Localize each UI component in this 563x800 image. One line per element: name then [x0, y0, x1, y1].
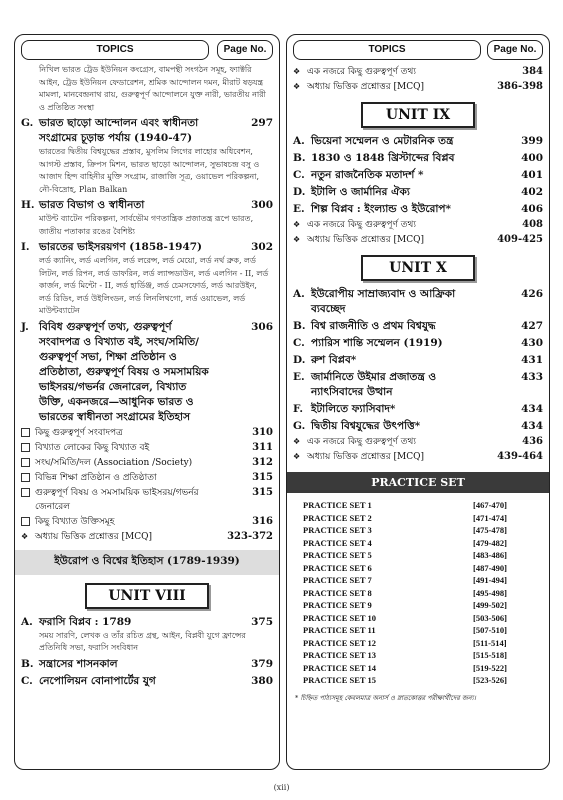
bullet-page: 311 — [252, 441, 273, 453]
checkbox-bullet-icon — [21, 515, 35, 529]
practice-set-range: [467-470] — [473, 500, 507, 510]
practice-set-name: PRACTICE SET 2 — [303, 512, 372, 523]
diamond-bullet-icon: ❖ — [293, 67, 301, 76]
entry-title: রুশ বিপ্লব* — [311, 354, 357, 366]
practice-set-row — [293, 649, 543, 662]
entry-letter: C. — [21, 674, 33, 687]
bullet-page: 316 — [252, 515, 273, 527]
toc-bullet-item — [21, 441, 273, 455]
toc-bullet-item — [21, 426, 273, 440]
entry-letter: C. — [293, 337, 305, 349]
practice-set-heading: PRACTICE SET — [287, 472, 549, 493]
bullet-title: বিখ্যাত লোকের কিছু বিখ্যাত বই — [35, 442, 150, 453]
practice-set-range: [519-522] — [473, 662, 507, 673]
practice-set-row — [293, 637, 543, 650]
practice-set-range: [515-518] — [473, 650, 507, 660]
practice-set-name: PRACTICE SET 1 — [303, 500, 372, 510]
entry-title: বিশ্ব রাজনীতি ও প্রথম বিশ্বযুদ্ধ — [311, 320, 436, 332]
top-bullet-list — [293, 65, 543, 94]
toc-entry — [21, 240, 273, 255]
practice-set-name: PRACTICE SET 6 — [303, 562, 372, 573]
entry-description: মাউন্ট ব্যাটেন পরিকল্পনা, সার্বভৌম গণতান্ত্রিক প্রজাতন্ত্র রূপে ভারত, জাতীয় পতাকার রঙের বৈশিষ্ট্য — [39, 214, 254, 236]
practice-set-row — [293, 562, 543, 575]
toc-entry — [293, 419, 543, 434]
toc-bullet-item — [21, 456, 273, 470]
entry-letter: A. — [21, 615, 33, 628]
diamond-bullet-icon: ❖ — [293, 235, 301, 244]
entry-letter: F. — [293, 403, 304, 415]
entry-page: 401 — [521, 169, 543, 181]
entry-title: দ্বিতীয় বিশ্বযুদ্ধের উৎপত্তি* — [311, 420, 421, 432]
entry-title: ইটালিতে ফ্যাসিবাদ* — [311, 403, 396, 415]
practice-set-name: PRACTICE SET 15 — [303, 675, 377, 685]
toc-entry — [21, 615, 273, 630]
entry-description: ভারতের দ্বিতীয় বিশ্বযুদ্ধের প্রস্তাব, মুসলিম লিগের লাহোর অধিবেশন, আগস্ট প্রস্তাব, ক্রিপস মিশন, ভারত ছাড়ো আন্দোলন, সুভাষচন্দ্র বসু ও আজাদ হিন্দ বাহিনীর মুক্তি সংগ্রাম, রাজাজি সূত্র, ওয়াভেল পরিকল্পনা, নৌ-বিদ্রোহ, Plan Balkan — [39, 147, 260, 194]
toc-entry — [293, 287, 543, 317]
entry-page: 434 — [521, 403, 543, 415]
entry-letter: C. — [293, 169, 305, 181]
footnote: * চিহ্নিত পাঠ্যসমূহ কেবলমাত্র অনার্স ও স্নাতকোত্তর পরীক্ষার্থীদের জন্য। — [295, 693, 476, 702]
entry-page: 300 — [251, 199, 273, 211]
entry-letter: E. — [293, 371, 305, 383]
toc-entry — [21, 320, 273, 425]
entry-letter: J. — [21, 320, 29, 333]
entry-page: 380 — [251, 674, 273, 687]
unit-ix-bullet-list — [293, 218, 543, 247]
practice-set-name: PRACTICE SET 8 — [303, 587, 372, 598]
practice-set-row — [293, 524, 543, 537]
bullet-page: 436 — [522, 436, 543, 447]
entry-letter: A. — [293, 135, 305, 147]
entry-title: প্যারিস শান্তি সম্মেলন (1919) — [311, 337, 443, 349]
practice-set-range: [479-482] — [473, 537, 507, 548]
bullet-page: 439-464 — [497, 451, 543, 462]
entry-page: 427 — [521, 320, 543, 332]
entry-page: 375 — [251, 615, 273, 628]
checkbox-bullet-icon — [21, 426, 35, 440]
entry-page: 399 — [521, 135, 543, 147]
entry-letter: B. — [293, 152, 306, 164]
entry-description: সময় সারণি, লেখক ও তাঁর রচিত গ্রন্থ, আইন, বিপ্লবী যুগে ফ্রান্সের প্রতিনিধি সভা, ফরাসি সংবিধান — [39, 630, 246, 652]
practice-set-range: [475-478] — [473, 525, 507, 535]
unit-ix-entry-list — [293, 134, 543, 217]
entry-title: বিবিধ গুরুত্বপূর্ণ তথ্য, গুরুত্বপূর্ণ সংবাদপত্র ও বিখ্যাত বই, সংঘ/সমিতি/গুরুত্বপূর্ণ সভা, শিক্ষা প্রতিষ্ঠান ও প্রতিষ্ঠাতা, গুরুত্বপূর্ণ বিষয় ও সমসাময়িক ভাইসরয়/গভর্নর জেনারেল, বিখ্যাত উক্তি, একনজরে—আধুনিক ভারত ও ভারতের স্বাধীনতা সংগ্রামের ইতিহাস — [39, 320, 209, 423]
toc-entry — [293, 185, 543, 200]
entry-letter: G. — [293, 420, 306, 432]
practice-set-row — [293, 662, 543, 675]
unit-ix-heading: UNIT IX — [361, 102, 475, 128]
entry-title: 1830 ও 1848 খ্রিস্টাব্দের বিপ্লব — [311, 152, 455, 164]
practice-set-range: [483-486] — [473, 550, 507, 560]
entry-page: 402 — [521, 186, 543, 198]
bullet-page: 315 — [252, 486, 273, 498]
entry-letter: B. — [21, 657, 34, 670]
entry-page: 431 — [521, 354, 543, 366]
bullet-title: অধ্যায় ভিত্তিক প্রশ্নোত্তর [MCQ] — [307, 235, 425, 245]
section-banner: ইউরোপ ও বিশ্বের ইতিহাস (1789-1939) — [15, 550, 279, 575]
toc-entry — [21, 657, 273, 672]
practice-set-range: [487-490] — [473, 562, 507, 573]
toc-entry — [293, 134, 543, 149]
toc-bullet-item — [293, 218, 543, 232]
checkbox-bullet-icon — [21, 441, 35, 455]
practice-set-range: [503-506] — [473, 612, 507, 623]
page-no-header: Page No. — [487, 40, 543, 60]
bullet-title: কিছু গুরুত্বপূর্ণ সংবাদপত্র — [35, 427, 123, 438]
practice-set-list — [293, 499, 543, 687]
entry-page: 302 — [251, 241, 273, 253]
toc-bullet-item — [21, 515, 273, 529]
bullet-title: বিভিন্ন শিক্ষা প্রতিষ্ঠান ও প্রতিষ্ঠাতা — [35, 472, 157, 483]
toc-bullet-item — [21, 530, 273, 544]
entry-letter: A. — [293, 288, 305, 300]
bullet-page: 384 — [522, 66, 543, 77]
entry-letter: D. — [293, 186, 306, 198]
entry-page: 426 — [521, 288, 543, 300]
bullet-title: সংঘ/সমিতি/দল (Association /Society) — [35, 457, 193, 468]
entry-title: ইটালি ও জার্মানির ঐক্য — [311, 186, 410, 198]
entry-page: 406 — [521, 203, 543, 215]
checkbox-bullet-icon — [21, 456, 35, 470]
practice-set-name: PRACTICE SET 13 — [303, 650, 377, 660]
toc-entry — [293, 353, 543, 368]
checkbox-bullet-icon — [21, 471, 35, 485]
toc-entry — [293, 370, 543, 400]
toc-entry — [293, 402, 543, 417]
bullet-page: 323-372 — [227, 530, 273, 542]
toc-entry — [293, 336, 543, 351]
page-no-header: Page No. — [217, 40, 273, 60]
practice-set-name: PRACTICE SET 10 — [303, 612, 377, 623]
bullet-title: এক নজরে কিছু গুরুত্বপূর্ণ তথ্য — [307, 437, 416, 447]
practice-set-row — [293, 587, 543, 600]
right-column-header — [287, 35, 549, 64]
checkbox-bullet-icon — [21, 486, 35, 514]
entry-title: নেপোলিয়ন বোনাপার্টের যুগ — [39, 674, 156, 687]
diamond-bullet-icon: ❖ — [21, 531, 29, 541]
page-number: (xii) — [273, 783, 290, 792]
entry-letter: E. — [293, 203, 305, 215]
unit-viii-entry-list — [21, 615, 273, 689]
toc-entry — [293, 202, 543, 217]
left-column-header — [15, 35, 279, 64]
bullet-page: 310 — [252, 426, 273, 438]
bullet-title: অধ্যায় ভিত্তিক প্রশ্নোত্তর [MCQ] — [307, 82, 425, 92]
practice-set-row — [293, 674, 543, 687]
unit-x-bullet-list — [293, 435, 543, 464]
practice-set-row — [293, 549, 543, 562]
entry-title: ভারত বিভাগ ও স্বাধীনতা — [39, 199, 145, 211]
toc-bullet-item — [293, 80, 543, 94]
intro-description: নিখিল ভারত ট্রেড ইউনিয়ন কংগ্রেস, বামপন্থী সংগঠন সমূহ, ফ্যাক্টরি আইন, ট্রেড ইউনিয়ন ফেডারেশন, শ্রমিক আন্দোলন দমন, মীরাট ষড়যন্ত্র মামলা, মানবেন্দ্রনাথ রায়, গুরুত্বপূর্ণ আন্দোলনে যুক্ত নারী, ভারতীয় নারী ও প্রতিষ্ঠিত সংস্থা — [39, 65, 266, 112]
entry-title: জার্মানিতে উইমার প্রজাতন্ত্র ও ন্যাৎসিবাদের উত্থান — [311, 371, 437, 398]
entry-letter: I. — [21, 241, 30, 253]
practice-set-row — [293, 624, 543, 637]
entry-page: 400 — [521, 152, 543, 164]
j-subitem-list — [21, 426, 273, 544]
entry-letter: D. — [293, 354, 306, 366]
diamond-bullet-icon: ❖ — [293, 437, 301, 446]
practice-set-name: PRACTICE SET 11 — [303, 625, 376, 635]
toc-bullet-item — [21, 471, 273, 485]
entry-page: 430 — [521, 337, 543, 349]
practice-set-range: [499-502] — [473, 600, 507, 610]
practice-set-range: [523-526] — [473, 675, 507, 685]
toc-bullet-item — [293, 435, 543, 449]
toc-entry — [293, 168, 543, 183]
toc-entry — [293, 151, 543, 166]
practice-set-name: PRACTICE SET 12 — [303, 637, 377, 648]
bullet-title: এক নজরে কিছু গুরুত্বপূর্ণ তথ্য — [307, 220, 416, 230]
entry-title: ভারতের ভাইসরয়গণ (1858-1947) — [39, 241, 203, 253]
entry-page: 434 — [521, 420, 543, 432]
entry-page: 379 — [251, 657, 273, 670]
practice-set-name: PRACTICE SET 5 — [303, 550, 372, 560]
bullet-title: অধ্যায় ভিত্তিক প্রশ্নোত্তর [MCQ] — [35, 531, 153, 542]
entry-page: 433 — [521, 371, 543, 383]
toc-entry — [21, 116, 273, 146]
unit-x-entry-list — [293, 287, 543, 434]
entry-title: নতুন রাজনৈতিক মতাদর্শ * — [311, 169, 424, 181]
left-contents-column — [14, 34, 280, 770]
unit-viii-heading: UNIT VIII — [85, 583, 209, 609]
entry-title: শিল্প বিপ্লব : ইংল্যান্ড ও ইউরোপ* — [311, 203, 452, 215]
topics-header: TOPICS — [21, 40, 209, 60]
left-entry-list — [21, 116, 273, 425]
entry-page: 297 — [251, 117, 273, 129]
entry-title: ভিয়েনা সম্মেলন ও মেটারনিক তন্ত্র — [311, 135, 454, 147]
bullet-page: 408 — [522, 219, 543, 230]
diamond-bullet-icon: ❖ — [293, 452, 301, 461]
practice-set-range: [511-514] — [473, 637, 507, 648]
practice-set-range: [491-494] — [473, 575, 507, 585]
toc-entry — [21, 674, 273, 689]
bullet-title: কিছু বিখ্যাত উক্তিসমূহ — [35, 516, 115, 527]
practice-set-name: PRACTICE SET 3 — [303, 525, 372, 535]
toc-bullet-item — [293, 450, 543, 464]
bullet-title: অধ্যায় ভিত্তিক প্রশ্নোত্তর [MCQ] — [307, 452, 425, 462]
practice-set-row — [293, 512, 543, 525]
entry-title: সন্ত্রাসের শাসনকাল — [39, 657, 118, 670]
entry-letter: G. — [21, 117, 34, 129]
entry-description: লর্ড ক্যানিং, লর্ড এলগিন, লর্ড লরেন্স, লর্ড মেয়ো, লর্ড নর্থ ব্রুক, লর্ড লিটন, লর্ড রিপন, লর্ড ডাফরিন, লর্ড ল্যান্সডাউন, লর্ড এলগিন - II, লর্ড কার্জন, লর্ড মিন্টো - II, লর্ড হার্ডিঞ্জ, লর্ড চেমসফোর্ড, লর্ড আরউইন, লর্ড রিডিং, লর্ড উইলিংডন, লর্ড লিনলিথগো, লর্ড ওয়াভেল, লর্ড মাউন্টব্যাটেন — [39, 256, 269, 315]
entry-title: ভারত ছাড়ো আন্দোলন এবং স্বাধীনতা সংগ্রামের চূড়ান্ত পর্যায় (1940-47) — [39, 117, 199, 144]
practice-set-name: PRACTICE SET 9 — [303, 600, 372, 610]
bullet-title: এক নজরে কিছু গুরুত্বপূর্ণ তথ্য — [307, 67, 416, 77]
bullet-title: গুরুত্বপূর্ণ বিষয় ও সমসাময়িক ভাইসরয়/গভর্নর জেনারেল — [35, 487, 199, 512]
entry-title: ইউরোপীয় সাম্রাজ্যবাদ ও আফ্রিকা ব্যবচ্ছেদ — [311, 288, 456, 315]
practice-set-range: [507-510] — [473, 625, 507, 635]
toc-entry — [21, 198, 273, 213]
entry-letter: H. — [21, 199, 35, 211]
toc-bullet-item — [293, 233, 543, 247]
entry-letter: B. — [293, 320, 306, 332]
bullet-page: 315 — [252, 471, 273, 483]
practice-set-row — [293, 537, 543, 550]
practice-set-name: PRACTICE SET 4 — [303, 537, 372, 548]
diamond-bullet-icon: ❖ — [293, 220, 301, 229]
topics-header: TOPICS — [293, 40, 481, 60]
practice-set-row — [293, 599, 543, 612]
entry-page: 306 — [251, 320, 273, 333]
unit-x-heading: UNIT X — [361, 255, 475, 281]
right-contents-column — [286, 34, 550, 770]
practice-set-name: PRACTICE SET 14 — [303, 662, 377, 673]
diamond-bullet-icon: ❖ — [293, 82, 301, 91]
practice-set-range: [471-474] — [473, 512, 507, 523]
bullet-page: 312 — [252, 456, 273, 468]
practice-set-row — [293, 499, 543, 512]
entry-title: ফরাসি বিপ্লব : 1789 — [39, 615, 132, 628]
practice-set-row — [293, 612, 543, 625]
toc-bullet-item — [21, 486, 273, 514]
bullet-page: 386-398 — [497, 81, 543, 92]
toc-bullet-item — [293, 65, 543, 79]
practice-set-name: PRACTICE SET 7 — [303, 575, 372, 585]
bullet-page: 409-425 — [497, 234, 543, 245]
toc-entry — [293, 319, 543, 334]
practice-set-range: [495-498] — [473, 587, 507, 598]
practice-set-row — [293, 574, 543, 587]
